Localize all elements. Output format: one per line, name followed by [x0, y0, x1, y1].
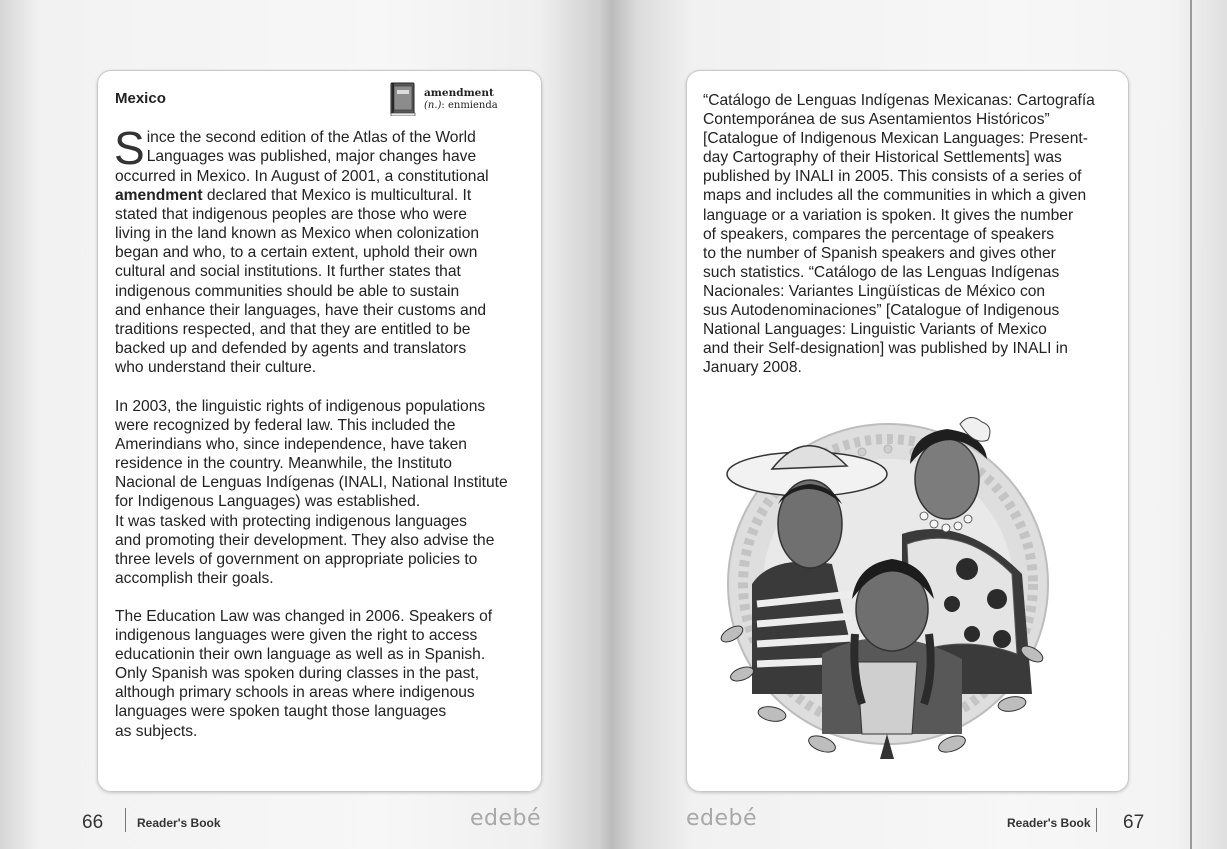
text-line: published by INALI in 2005. This consists of a series of [703, 168, 1082, 186]
page-title: Mexico [115, 90, 166, 107]
book-edge [1190, 0, 1192, 849]
text-line: cultural and social institutions. It further states that [115, 263, 461, 281]
text-line: languages were spoken taught those languages [115, 703, 447, 721]
glossary-highlight: amendment [115, 187, 203, 205]
footer-label-right: Reader's Book [1007, 816, 1091, 830]
dictionary-book-icon [389, 82, 417, 116]
text-line: three levels of government on appropriate policies to [115, 550, 478, 568]
text-line: living in the land known as Mexico when colonization [115, 225, 480, 243]
text-line: day Cartography of their Historical Settlements] was [703, 149, 1062, 167]
text-line: ince the second edition of the Atlas of the World [146, 129, 476, 146]
text-line: stated that indigenous peoples are those who were [115, 206, 467, 224]
text-line: Nacional de Lenguas Indígenas (INALI, National Institute [115, 474, 508, 492]
text-line: and enhance their languages, have their customs and [115, 301, 487, 319]
text-line: backed up and defended by agents and translators [115, 339, 467, 357]
footer-divider [1096, 808, 1097, 832]
text-line: for Indigenous Languages) was established. [115, 493, 421, 511]
footer-label-left: Reader's Book [137, 816, 221, 830]
text-line: to the number of Spanish speakers and gives other [703, 244, 1056, 262]
text-line: accomplish their goals. [115, 569, 274, 587]
text-line: Amerindians who, since independence, have taken [115, 436, 467, 454]
text-line: began and who, to a certain extent, uphold their own [115, 244, 478, 262]
paragraph-right [703, 91, 1115, 377]
text-line: maps and includes all the communities in which a given [703, 187, 1087, 205]
text-line: educationin their own language as well as in Spanish. [115, 646, 486, 664]
text-line: residence in the country. Meanwhile, the Instituto [115, 455, 452, 473]
glossary-term: amendment [424, 87, 494, 99]
text-line: who understand their culture. [115, 358, 317, 376]
text-line: Languages was published, major changes have [146, 148, 477, 166]
text-line: [Catalogue of Indigenous Mexican Languages: Present- [703, 130, 1088, 148]
text-line: “Catálogo de Lenguas Indígenas Mexicanas: Cartografía [703, 92, 1095, 109]
text-line: indigenous languages were given the right to access [115, 627, 478, 645]
text-line: traditions respected, and that they are entitled to be [115, 320, 471, 338]
text-line: occurred in Mexico. In August of 2001, a constitutional [115, 168, 489, 185]
indigenous-people-illustration [712, 404, 1064, 766]
text-line: Contemporánea de sus Asentamientos Históricos” [703, 111, 1050, 129]
text-line: such statistics. “Catálogo de las Lenguas Indígenas [703, 263, 1060, 281]
publisher-logo-right: edebé [686, 806, 758, 831]
text-line: Only Spanish was spoken during classes in the past, [115, 665, 480, 683]
publisher-logo-left: edebé [470, 806, 542, 831]
paragraph-2 [115, 397, 525, 588]
paragraph-1 [114, 122, 525, 377]
glossary-translation: : enmienda [441, 100, 498, 111]
page-number-left: 66 [82, 812, 104, 833]
glossary-box [389, 82, 509, 118]
text-line: It was tasked with protecting indigenous languages [115, 512, 467, 530]
text-line: and promoting their development. They also advise the [115, 531, 495, 549]
text-fragment: declared that Mexico is multicultural. It [202, 187, 472, 205]
text-line: language or a variation is spoken. It gives the number [703, 206, 1074, 224]
text-line: although primary schools in areas where indigenous [115, 684, 475, 702]
footer-divider [125, 808, 126, 832]
text-line: of speakers, compares the percentage of speakers [703, 225, 1055, 243]
text-line: and their Self-designation] was published by INALI in [703, 340, 1068, 358]
text-line: The Education Law was changed in 2006. Speakers of [115, 608, 493, 625]
text-line: Nacionales: Variantes Lingüísticas de México con [703, 282, 1046, 300]
text-line: In 2003, the linguistic rights of indigenous populations [115, 398, 486, 415]
text-line: indigenous communities should be able to sustain [115, 282, 460, 300]
drop-cap: S [114, 122, 145, 174]
text-line: sus Autodenominaciones” [Catalogue of Indigenous [703, 302, 1060, 320]
page-number-right: 67 [1123, 812, 1145, 833]
text-line: were recognized by federal law. This included the [115, 417, 456, 435]
text-line [115, 186, 525, 205]
text-line: January 2008. [703, 359, 802, 377]
paragraph-3 [115, 607, 525, 741]
glossary-part-of-speech: (n.) [424, 100, 442, 111]
text-line: as subjects. [115, 722, 198, 740]
glossary-definition [424, 100, 498, 111]
text-line: National Languages: Linguistic Variants of Mexico [703, 321, 1047, 339]
